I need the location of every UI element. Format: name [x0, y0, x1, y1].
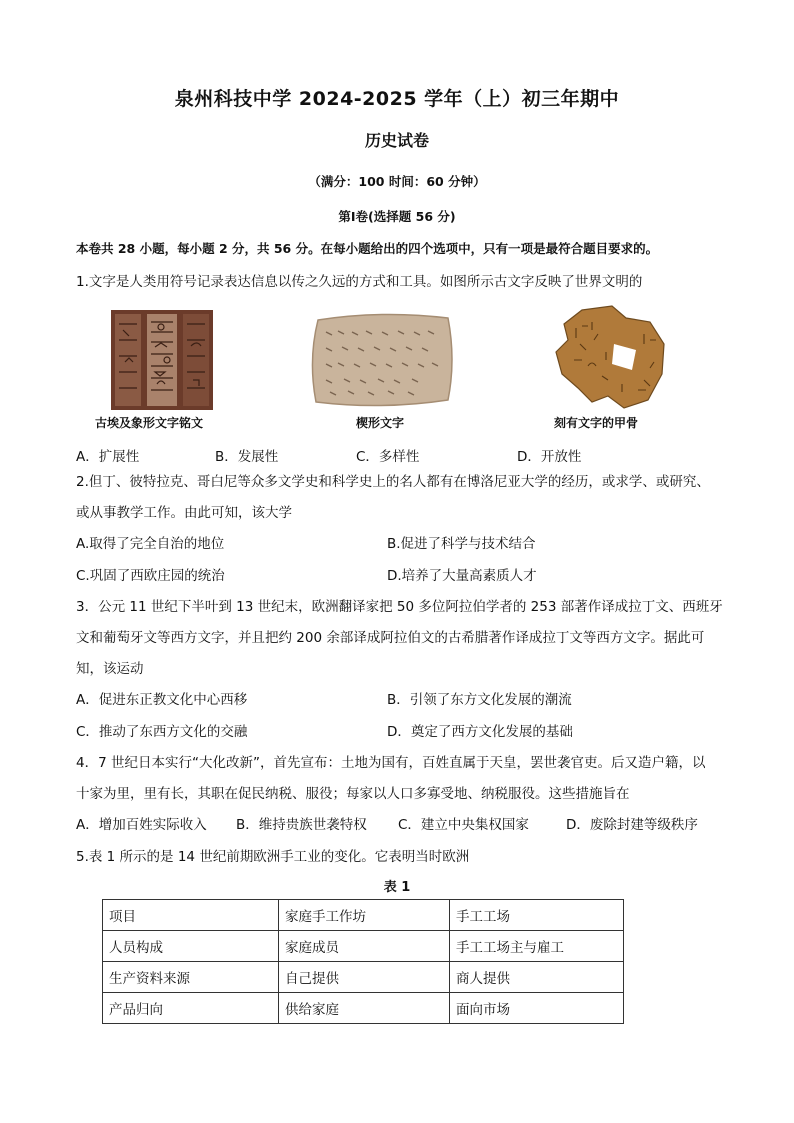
- q2-stem-line1: 2.但丁、彼特拉克、哥白尼等众多文学史和科学史上的名人都有在博洛尼亚大学的经历，或求学、或研究、: [76, 474, 710, 490]
- q3-option-a[interactable]: A．促进东正教文化中心西移: [76, 692, 248, 708]
- table-cell: 商人提供: [450, 962, 624, 993]
- table-cell: 人员构成: [103, 931, 279, 962]
- q1-option-c[interactable]: C．多样性: [356, 449, 420, 465]
- q4-option-a[interactable]: A．增加百姓实际收入: [76, 817, 207, 833]
- table-cell: 家庭成员: [279, 931, 450, 962]
- q3-stem-line3: 知，该运动: [76, 661, 144, 677]
- table-row: [103, 962, 624, 993]
- q4-option-b[interactable]: B．维持贵族世袭特权: [236, 817, 367, 833]
- q1-option-b[interactable]: B．发展性: [215, 449, 279, 465]
- table-cell: 自己提供: [279, 962, 450, 993]
- table-caption: 表 1: [383, 880, 411, 895]
- q5-stem: 5.表 1 所示的是 14 世纪前期欧洲手工业的变化。它表明当时欧洲: [76, 849, 470, 865]
- egyptian-hieroglyph-image: [111, 310, 213, 410]
- table-cell: 供给家庭: [279, 993, 450, 1024]
- table-cell: 面向市场: [450, 993, 624, 1024]
- q3-option-c[interactable]: C．推动了东西方文化的交融: [76, 724, 248, 740]
- q2-option-c[interactable]: C.巩固了西欧庄园的统治: [76, 568, 225, 584]
- egyptian-hieroglyph-caption: 古埃及象形文字铭文: [95, 416, 204, 430]
- oracle-bone-icon: [552, 304, 670, 412]
- cuneiform-tablet-image: [308, 312, 456, 408]
- instructions: 本卷共 28 小题，每小题 2 分，共 56 分。在每小题给出的四个选项中，只有一项是最符合题目要求的。: [76, 241, 659, 256]
- exam-title: 泉州科技中学 2024-2025 学年（上）初三年期中: [174, 88, 620, 110]
- q2-option-d[interactable]: D.培养了大量高素质人才: [387, 568, 537, 584]
- table-row: [103, 900, 624, 931]
- oracle-bone-caption: 刻有文字的甲骨: [554, 416, 639, 430]
- table-cell: 项目: [103, 900, 279, 931]
- table-row: [103, 931, 624, 962]
- q3-stem-line1: 3．公元 11 世纪下半叶到 13 世纪末，欧洲翻译家把 50 多位阿拉伯学者的 253 部著作译成拉丁文、西班牙: [76, 599, 723, 615]
- table-row: [103, 993, 624, 1024]
- egyptian-hieroglyph-icon: [111, 310, 213, 410]
- q4-stem-line2: 十家为里，里有长，其职在促民纳税、服役；每家以人口多寡受地、纳税服役。这些措施旨在: [76, 786, 630, 802]
- cuneiform-caption: 楔形文字: [356, 416, 405, 430]
- q2-option-a[interactable]: A.取得了完全自治的地位: [76, 536, 225, 552]
- q3-stem-line2: 文和葡萄牙文等西方文字，并且把约 200 余部译成阿拉伯文的古希腊著作译成拉丁文等西方文字。据此可: [76, 630, 705, 646]
- q1-stem: 1.文字是人类用符号记录表达信息以传之久远的方式和工具。如图所示古文字反映了世界文明的: [76, 274, 643, 290]
- exam-subtitle: 历史试卷: [364, 131, 429, 150]
- q2-stem-line2: 或从事教学工作。由此可知，该大学: [76, 505, 292, 521]
- q4-stem-line1: 4．7 世纪日本实行“大化改新”，首先宣布：土地为国有，百姓直属于天皇，罢世袭官吏。后又造户籍，以: [76, 755, 706, 771]
- q1-option-d[interactable]: D．开放性: [517, 449, 582, 465]
- q3-option-d[interactable]: D．奠定了西方文化发展的基础: [387, 724, 573, 740]
- exam-info: （满分：100 时间：60 分钟）: [308, 174, 486, 189]
- q4-option-d[interactable]: D．废除封建等级秩序: [566, 817, 698, 833]
- table-cell: 产品归向: [103, 993, 279, 1024]
- q3-option-b[interactable]: B．引领了东方文化发展的潮流: [387, 692, 572, 708]
- table-cell: 手工工场主与雇工: [450, 931, 624, 962]
- q2-option-b[interactable]: B.促进了科学与技术结合: [387, 536, 536, 552]
- q4-option-c[interactable]: C．建立中央集权国家: [398, 817, 529, 833]
- section-heading: 第Ⅰ卷(选择题 56 分): [338, 209, 456, 224]
- table-cell: 家庭手工作坊: [279, 900, 450, 931]
- cuneiform-tablet-icon: [308, 312, 456, 408]
- handicraft-table: [102, 899, 624, 1024]
- table-cell: 手工工场: [450, 900, 624, 931]
- q1-option-a[interactable]: A．扩展性: [76, 449, 140, 465]
- table-cell: 生产资料来源: [103, 962, 279, 993]
- oracle-bone-image: [552, 304, 670, 412]
